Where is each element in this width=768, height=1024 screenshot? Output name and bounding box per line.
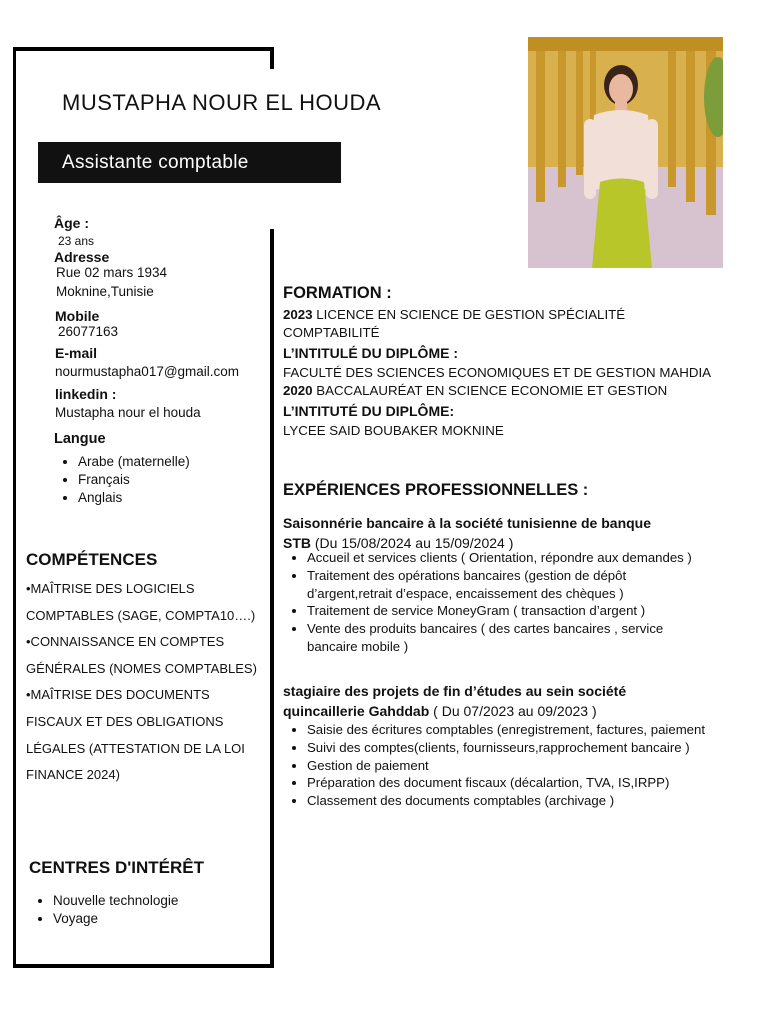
skill-item: •MAÎTRISE DES DOCUMENTS FISCAUX ET DES OBLIGATIONS LÉGALES (ATTESTATION DE LA LOI FINANCE 2024) [26,687,245,783]
email-value[interactable]: nourmustapha017@gmail.com [55,364,240,379]
job-1-dates: (Du 15/08/2024 au 15/09/2024 ) [311,535,514,551]
job-2-company: quincaillerie Gahddab [283,703,430,719]
education-institution-1: FACULTÉ DES SCIENCES ECONOMIQUES ET DE GESTION MAHDIA [283,365,712,380]
education-degree-2-text: BACCALAURÉAT EN SCIENCE ECONOMIE ET GESTION [312,383,668,398]
language-item: • Français [78,471,190,489]
job-2-task: • Saisie des écritures comptables (enregistrement, factures, paiement [307,721,707,739]
job-1-task: • Traitement de service MoneyGram ( transaction d’argent ) [307,602,707,620]
language-list [56,453,190,507]
linkedin-value[interactable]: Mustapha nour el houda [55,405,201,420]
job-1-task: • Vente des produits bancaires ( des cartes bancaires , service bancaire mobile ) [307,620,707,656]
job-title-banner: Assistante comptable [38,142,341,183]
address-line-2: Moknine,Tunisie [56,284,154,299]
language-item: • Arabe (maternelle) [78,453,190,471]
interest-item: • Nouvelle technologie [53,892,178,910]
job-1-title: Saisonnérie bancaire à la société tunisienne de banque [283,515,652,531]
skill-item: •CONNAISSANCE EN COMPTES GÉNÉRALES (NOMES COMPTABLES) [26,634,257,676]
job-1-heading [283,513,723,553]
language-item: • Anglais [78,489,190,507]
experience-title: EXPÉRIENCES PROFESSIONNELLES : [283,481,589,499]
email-label: E-mail [55,345,98,361]
job-2-task: • Suivi des comptes(clients, fournisseurs,rapprochement bancaire ) [307,739,707,757]
job-1-company: STB [283,535,311,551]
frame-top-right-tick [270,47,274,69]
education-institution-2: LYCEE SAID BOUBAKER MOKNINE [283,423,504,438]
interests-list [31,892,178,928]
address-line-1: Rue 02 mars 1934 [56,265,168,280]
education-institution-label-1: L’INTITULÉ DU DIPLÔME : [283,345,458,361]
mobile-value: 26077163 [58,324,119,339]
job-1-task: • Traitement des opérations bancaires (gestion de dépôt d’argent,retrait d’espace, encaissement des chèques ) [307,567,707,603]
interests-title: CENTRES D'INTÉRÊT [29,858,204,877]
age-label: Âge : [54,215,89,231]
frame-top-line [13,47,273,51]
mobile-label: Mobile [55,308,100,324]
frame-bottom-line [13,964,274,968]
skills-list [26,576,261,789]
job-2-dates: ( Du 07/2023 au 09/2023 ) [429,703,597,719]
job-2-title: stagiaire des projets de fin d’études au sein société [283,683,627,699]
skills-title: COMPÉTENCES [26,550,158,569]
education-degree-2 [283,381,667,400]
job-2-task: • Classement des documents comptables (archivage ) [307,792,707,810]
frame-right-line [270,229,274,968]
job-2-task: • Gestion de paiement [307,757,707,775]
profile-photo [528,37,723,268]
job-2-heading [283,681,723,721]
education-institution-label-2: L’INTITUTÉ DU DIPLÔME: [283,403,455,419]
job-2-task: • Préparation des document fiscaux (décalartion, TVA, IS,IRPP) [307,774,707,792]
linkedin-label: linkedin : [55,386,117,402]
education-degree-1 [283,305,625,324]
interest-item: • Voyage [53,910,178,928]
language-label: Langue [54,431,106,447]
education-degree-1-line-2: COMPTABILITÉ [283,325,380,340]
job-1-task: • Accueil et services clients ( Orientation, répondre aux demandes ) [307,549,707,567]
address-label: Adresse [54,249,110,265]
candidate-name: MUSTAPHA NOUR EL HOUDA [62,90,382,115]
skill-item: •MAÎTRISE DES LOGICIELS COMPTABLES (SAGE, COMPTA10….) [26,581,256,623]
job-1-tasks [283,549,707,656]
age-value: 23 ans [58,234,95,248]
education-degree-1-text: LICENCE EN SCIENCE DE GESTION SPÉCIALITÉ [312,307,626,322]
education-year-2: 2020 [283,383,313,398]
education-title: FORMATION : [283,284,392,302]
job-2-tasks [283,721,707,810]
frame-left-line [13,47,16,968]
education-year-1: 2023 [283,307,313,322]
